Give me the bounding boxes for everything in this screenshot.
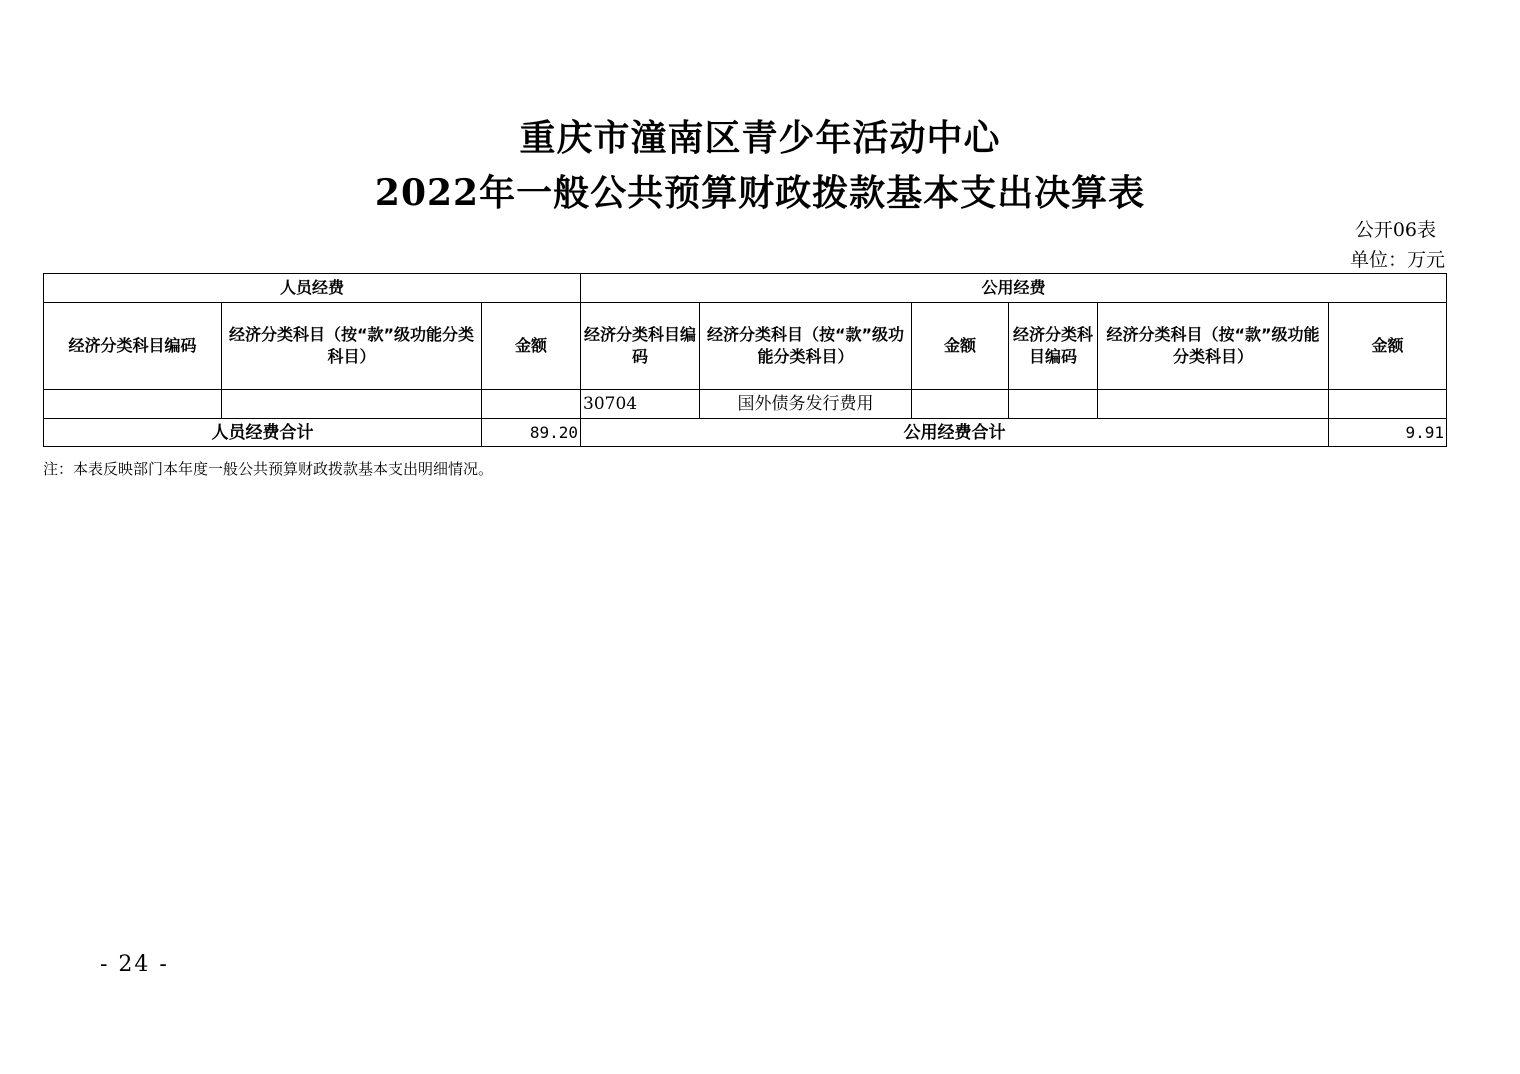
table-row (44, 390, 1447, 419)
form-number: 公开06表 (1354, 219, 1436, 241)
col-header-u2-amount: 金额 (1329, 303, 1447, 390)
cell-u2-code (1009, 390, 1098, 419)
totals-row (44, 419, 1447, 447)
col-header-p-name: 经济分类科目（按“款”级功能分类科目） (222, 303, 482, 390)
cell-u2-name (1098, 390, 1329, 419)
public-total-label: 公用经费合计 (581, 419, 1329, 447)
col-header-u1-code: 经济分类科目编码 (581, 303, 700, 390)
col-header-u1-name: 经济分类科目（按“款”级功能分类科目） (700, 303, 912, 390)
cell-p-code (44, 390, 222, 419)
col-header-u2-name: 经济分类科目（按“款”级功能分类科目） (1098, 303, 1329, 390)
cell-p-amount (482, 390, 581, 419)
unit-label: 单位：万元 (1349, 249, 1445, 271)
cell-u1-code: 30704 (581, 390, 700, 419)
page-subtitle: 2022年一般公共预算财政拨款基本支出决算表 (374, 172, 1146, 214)
cell-p-name (222, 390, 482, 419)
group-header-public: 公用经费 (581, 274, 1447, 303)
page-title: 重庆市潼南区青少年活动中心 (519, 117, 1001, 159)
col-header-p-code: 经济分类科目编码 (44, 303, 222, 390)
table-note: 注：本表反映部门本年度一般公共预算财政拨款基本支出明细情况。 (43, 460, 494, 478)
page-number: - 24 - (100, 952, 169, 977)
personnel-total-label: 人员经费合计 (44, 419, 482, 447)
cell-u1-amount (912, 390, 1009, 419)
personnel-total-value: 89.20 (482, 419, 581, 447)
public-total-value: 9.91 (1329, 419, 1447, 447)
budget-table (43, 273, 1447, 447)
cell-u1-name: 国外债务发行费用 (700, 390, 912, 419)
group-header-personnel: 人员经费 (44, 274, 581, 303)
col-header-u2-code: 经济分类科目编码 (1009, 303, 1098, 390)
col-header-p-amount: 金额 (482, 303, 581, 390)
cell-u2-amount (1329, 390, 1447, 419)
col-header-u1-amount: 金额 (912, 303, 1009, 390)
